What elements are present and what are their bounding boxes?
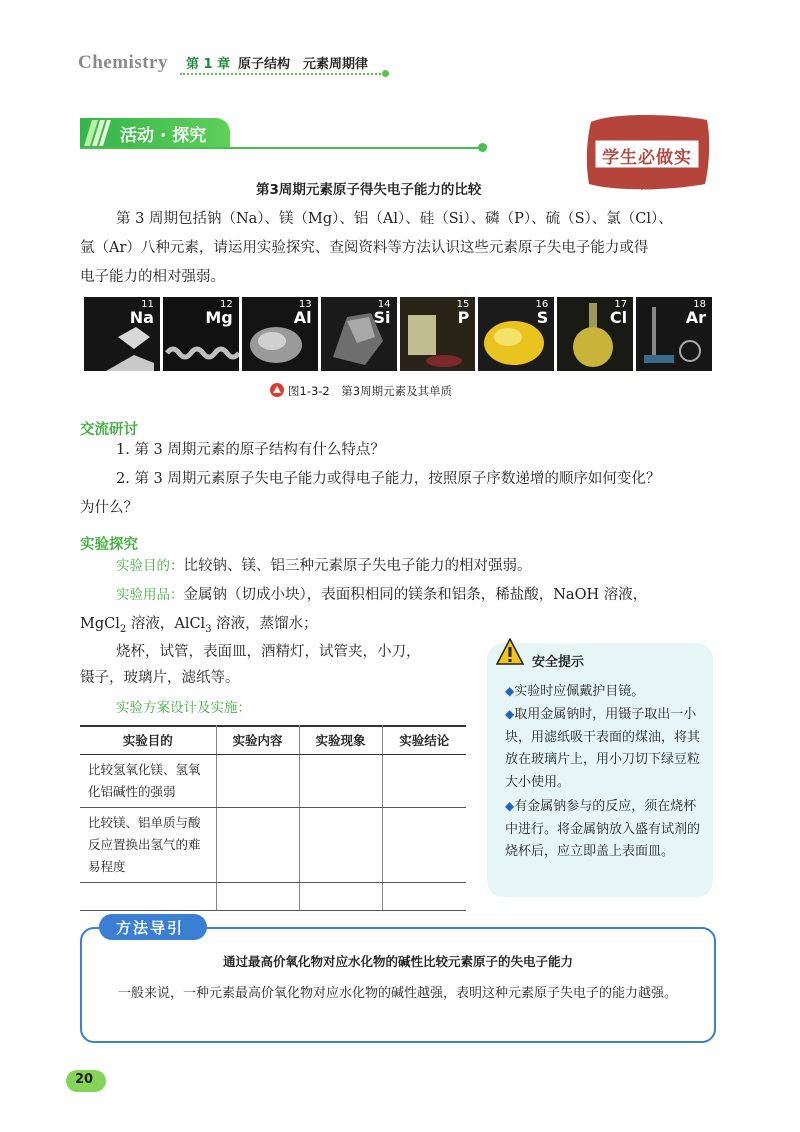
table-header: 实验结论 [382, 725, 466, 755]
stripes-icon [84, 120, 112, 146]
method-title: 通过最高价氧化物对应水化物的碱性比较元素原子的失电子能力 [222, 954, 573, 969]
element-tile-s [478, 297, 554, 371]
table-header: 实验现象 [299, 725, 382, 755]
warning-icon [496, 638, 524, 666]
stamp-text: 学生必做实验 [602, 148, 692, 193]
activity-line-dot [478, 143, 487, 152]
table-cell [382, 808, 466, 883]
table-row [80, 883, 466, 911]
element-tile-al [242, 297, 318, 371]
safety-item: ◆有金属钠参与的反应，须在烧杯中进行。将金属钠放入盛有试剂的烧杯后，应立即盖上表面皿。 [505, 799, 701, 859]
element-tile-na [84, 297, 160, 371]
header-chapter-title: 原子结构 元素周期律 [238, 57, 369, 72]
safety-item: ◆实验时应佩戴护目镜。 [505, 684, 645, 699]
method-guide-label: 方法导引 [116, 919, 185, 937]
element-number: 16 [535, 299, 549, 310]
element-number: 14 [377, 299, 391, 310]
table-cell: 比较镁、铝单质与酸反应置换出氢气的难易程度 [80, 808, 216, 883]
element-number: 15 [456, 299, 470, 310]
page-number: 20 [75, 1072, 94, 1087]
table-cell [382, 755, 466, 808]
experiment-heading: 实验探究 [80, 537, 138, 553]
safety-title: 安全提示 [532, 655, 585, 670]
figure-caption: 图1-3-2 第3周期元素及其单质 [288, 384, 453, 398]
alcl3-text: 溶液，AlCl [126, 616, 206, 632]
subscript-3: 3 [205, 623, 212, 635]
materials-line-1: 金属钠（切成小块），表面积相同的镁条和铝条，稀盐酸，NaOH 溶液， [183, 587, 648, 603]
activity-label: 活动 · 探究 [120, 126, 207, 146]
mgcl2-text: MgCl [80, 616, 120, 632]
element-symbol: Na [129, 308, 154, 327]
table-cell [80, 883, 216, 911]
safety-item: ◆取用金属钠时，用镊子取出一小块，用滤纸吸干表面的煤油，将其放在玻璃片上，用小刀切下绿豆粒大小使用。 [505, 707, 701, 790]
element-number: 17 [614, 299, 628, 310]
diamond-bullet-icon: ◆ [505, 799, 515, 813]
figure-triangle-icon [270, 383, 284, 397]
discussion-heading: 交流研讨 [80, 422, 138, 438]
element-number: 18 [693, 299, 706, 310]
water-text: 溶液，蒸馏水； [211, 616, 318, 632]
table-row [80, 755, 466, 808]
intro-line-1: 第 3 周期包括钠（Na）、镁（Mg）、铝（Al）、硅（Si）、磷（P）、硫（S）、氯（Cl）、 [116, 211, 673, 227]
table-cell [216, 883, 299, 911]
table-cell [382, 883, 466, 911]
purpose-label: 实验目的： [116, 558, 184, 574]
table-cell [299, 755, 382, 808]
discussion-question-2: 2. 第 3 周期元素原子失电子能力或得电子能力，按照原子序数递增的顺序如何变化？ [116, 471, 661, 487]
method-body: 一般来说，一种元素最高价氧化物对应水化物的碱性越强，表明这种元素原子失电子的能力越强。 [118, 986, 678, 1001]
discussion-question-2-cont: 为什么？ [80, 500, 138, 516]
table-header-row [80, 725, 466, 755]
discussion-question-1: 1. 第 3 周期元素的原子结构有什么特点？ [116, 442, 385, 458]
element-tile-si [321, 297, 397, 371]
element-symbol: Cl [609, 308, 628, 327]
element-number: 13 [298, 299, 312, 310]
materials-label: 实验用品： [116, 587, 184, 603]
materials-line-3: 烧杯，试管，表面皿，酒精灯，试管夹，小刀， [116, 644, 421, 660]
table-header: 实验目的 [80, 725, 216, 755]
plan-label: 实验方案设计及实施： [116, 700, 251, 716]
header-dotted-line [180, 73, 385, 75]
experiment-table [80, 725, 466, 911]
element-symbol: Si [373, 308, 391, 327]
intro-line-2: 氩（Ar）八种元素，请运用实验探究、查阅资料等方法认识这些元素原子失电子能力或得 [80, 240, 649, 256]
table-cell [299, 883, 382, 911]
header-chapter: 第 1 章 [186, 57, 231, 72]
element-tile-ar [636, 297, 712, 371]
stamp-seal [583, 110, 713, 192]
element-tile-mg [163, 297, 239, 371]
element-number: 12 [220, 299, 233, 310]
purpose-text: 比较钠、镁、铝三种元素原子失电子能力的相对强弱。 [183, 558, 532, 574]
intro-line-3: 电子能力的相对强弱。 [80, 269, 225, 285]
element-symbol: Ar [685, 308, 706, 327]
element-tile-cl [557, 297, 633, 371]
element-symbol: Mg [205, 308, 233, 327]
experiment-purpose [116, 552, 532, 581]
header-subject: Chemistry [78, 52, 168, 73]
activity-underline [80, 147, 482, 149]
diamond-bullet-icon: ◆ [505, 707, 515, 721]
element-photo-strip [84, 297, 712, 371]
element-tile-p [400, 297, 476, 371]
table-row [80, 808, 466, 883]
section-title: 第3周期元素原子得失电子能力的比较 [256, 182, 482, 198]
table-cell [216, 755, 299, 808]
table-cell: 比较氢氧化镁、氢氧化铝碱性的强弱 [80, 755, 216, 808]
materials-line-4: 镊子，玻璃片，滤纸等。 [80, 670, 240, 686]
header-dot [382, 70, 389, 77]
experiment-materials [116, 581, 647, 610]
table-header: 实验内容 [216, 725, 299, 755]
element-symbol: S [536, 308, 549, 327]
element-symbol: Al [293, 308, 312, 327]
table-cell [216, 808, 299, 883]
diamond-bullet-icon: ◆ [505, 684, 515, 698]
table-cell [299, 808, 382, 883]
element-symbol: P [457, 308, 470, 327]
subscript-2: 2 [119, 623, 127, 635]
element-number: 11 [141, 299, 154, 310]
